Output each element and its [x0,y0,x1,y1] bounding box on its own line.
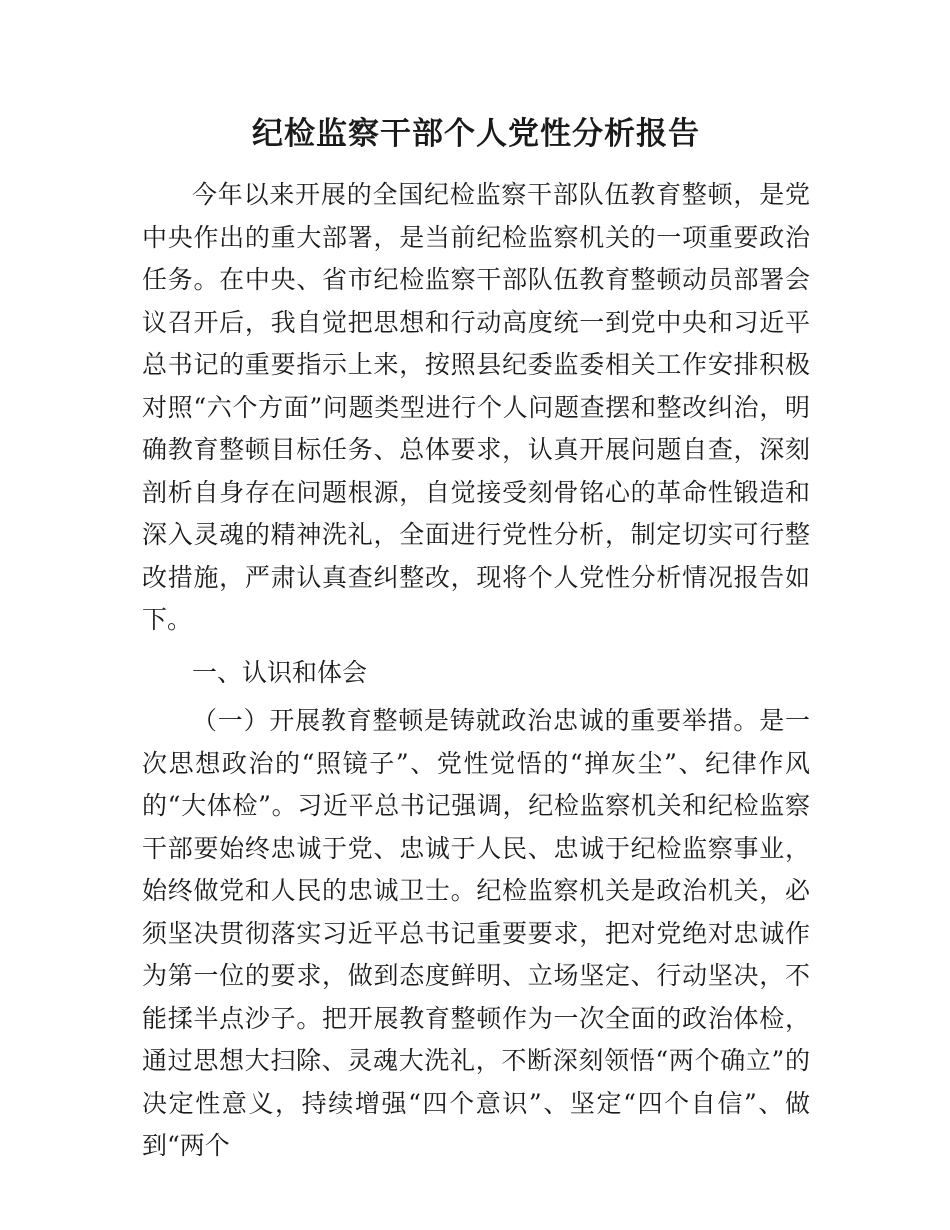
document-page [142,112,810,1168]
subsection-paragraph: （一）开展教育整顿是铸就政治忠诚的重要举措。是一次思想政治的“照镜子”、党性觉悟的“掸灰尘”、纪律作风的“大体检”。习近平总书记强调，纪检监察机关和纪检监察干部要始终忠诚于党、忠诚于人民、忠诚于纪检监察事业，始终做党和人民的忠诚卫士。纪检监察机关是政治机关，必须坚决贯彻落实习近平总书记重要要求，把对党绝对忠诚作为第一位的要求，做到态度鲜明、立场坚定、行动坚决，不能揉半点沙子。把开展教育整顿作为一次全面的政治体检，通过思想大扫除、灵魂大洗礼，不断深刻领悟“两个确立”的决定性意义，持续增强“四个意识”、坚定“四个自信”、做到“两个 [142,706,810,1160]
section-heading: 一、认识和体会 [192,657,368,687]
intro-paragraph: 今年以来开展的全国纪检监察干部队伍教育整顿，是党中央作出的重大部署，是当前纪检监察机关的一项重要政治任务。在中央、省市纪检监察干部队伍教育整顿动员部署会议召开后，我自觉把思想和行动高度统一到党中央和习近平总书记的重要指示上来，按照县纪委监委相关工作安排积极对照“六个方面”问题类型进行个人问题查摆和整改纠治，明确教育整顿目标任务、总体要求，认真开展问题自查，深刻剖析自身存在问题根源，自觉接受刻骨铭心的革命性锻造和深入灵魂的精神洗礼，全面进行党性分析，制定切实可行整改措施，严肃认真查纠整改，现将个人党性分析情况报告如下。 [142,180,810,634]
document-title: 纪检监察干部个人党性分析报告 [252,116,700,152]
